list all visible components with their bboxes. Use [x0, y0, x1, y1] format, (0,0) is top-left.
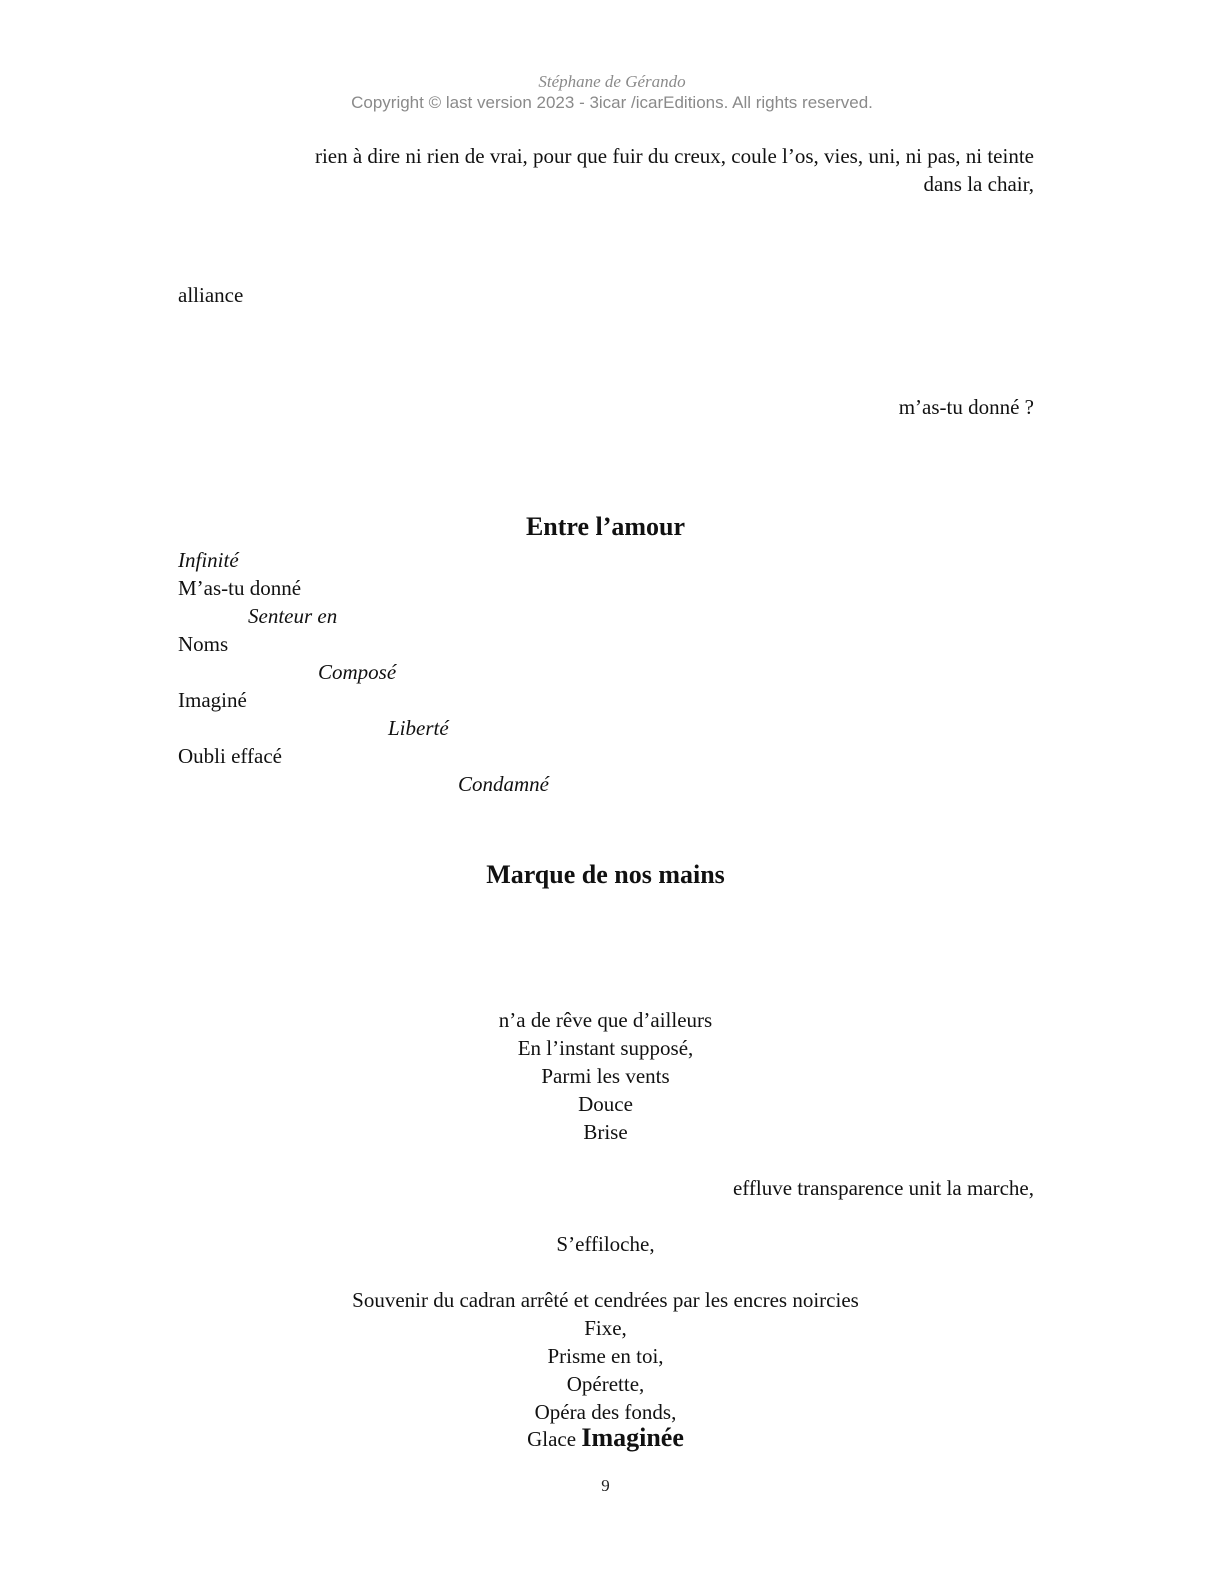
- poem1-line: Condamné: [458, 772, 549, 796]
- poem2-final-emphasis: Imaginée: [581, 1423, 684, 1452]
- poem2-seffiloche: S’effiloche,: [556, 1232, 655, 1256]
- opening-line-2: dans la chair,: [923, 172, 1034, 196]
- poem1-line: Senteur en: [248, 604, 338, 628]
- opening-line-1: rien à dire ni rien de vrai, pour que fuir du creux, coule l’os, vies, uni, ni pas, ni teinte: [314, 144, 1034, 168]
- poem1-line: Infinité: [178, 548, 239, 572]
- header-copyright: Copyright © last version 2023 - 3icar /icarEditions. All rights reserved.: [351, 93, 873, 112]
- poem2-stanza1-line: Brise: [583, 1120, 628, 1144]
- poem2-stanza2-line: Prisme en toi,: [547, 1344, 664, 1368]
- poem2-final-prefix: Glace: [527, 1427, 577, 1451]
- poem1-line: Oubli effacé: [178, 744, 282, 768]
- poem2-stanza2-line: Fixe,: [584, 1316, 627, 1340]
- poem2-stanza1-line: Douce: [578, 1092, 633, 1116]
- poem2-final-line: [0, 1424, 1211, 1453]
- poem1-line: Composé: [318, 660, 397, 684]
- poem2-stanza1-line: En l’instant supposé,: [517, 1036, 694, 1060]
- poem1-line: Noms: [178, 632, 229, 656]
- poem1-line: Liberté: [388, 716, 449, 740]
- poem2-stanza1-line: n’a de rêve que d’ailleurs: [498, 1008, 713, 1032]
- page-number: 9: [601, 1476, 610, 1495]
- poem2-title: Marque de nos mains: [486, 860, 725, 889]
- poem1-line: M’as-tu donné: [178, 576, 302, 600]
- poem2-stanza2-line: Opéra des fonds,: [534, 1400, 677, 1424]
- poem1-line: Imaginé: [178, 688, 247, 712]
- poem1-title: Entre l’amour: [525, 512, 686, 541]
- opening-alliance: alliance: [178, 283, 244, 307]
- poem2-stanza2-line: Souvenir du cadran arrêté et cendrées par les encres noircies: [352, 1288, 859, 1312]
- poem2-stanza2-line: Opérette,: [566, 1372, 645, 1396]
- header-author: Stéphane de Gérando: [538, 72, 686, 91]
- opening-question: m’as-tu donné ?: [898, 395, 1034, 419]
- poem2-stanza1-line: Parmi les vents: [541, 1064, 670, 1088]
- poem2-effluve: effluve transparence unit la marche,: [732, 1176, 1034, 1200]
